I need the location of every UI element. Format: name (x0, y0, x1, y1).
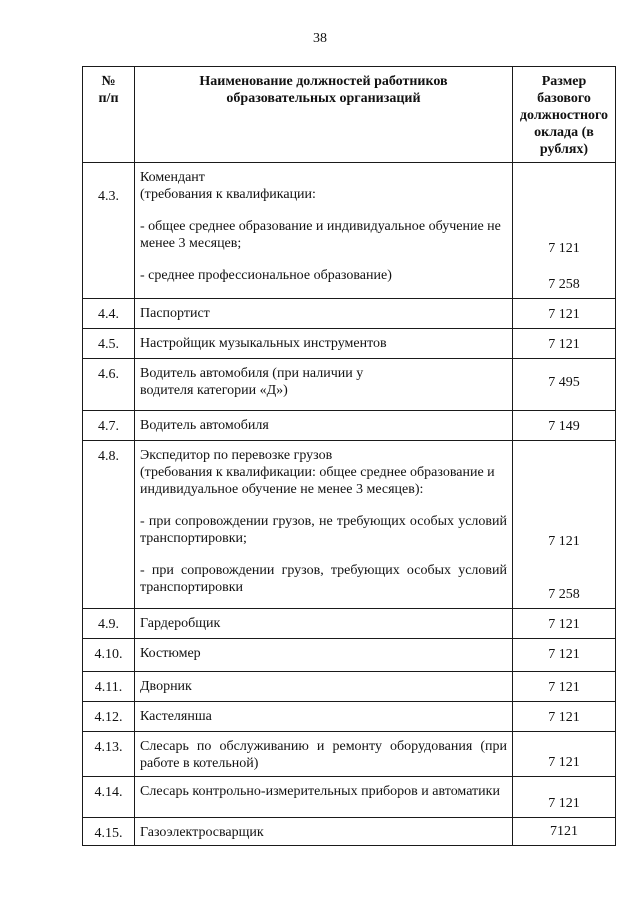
row-name: Дворник (135, 672, 513, 702)
row-num: 4.5. (83, 329, 135, 359)
table-row (83, 163, 616, 299)
table-row (83, 299, 616, 329)
row-subtitle: (требования к квалификации: (140, 187, 316, 202)
row-item: - при сопровождении грузов, не требующих особых условий транспортировки; (140, 514, 507, 546)
table-row (83, 777, 616, 818)
row-name: Кастелянша (135, 702, 513, 732)
table-row (83, 411, 616, 441)
row-name: Костюмер (135, 639, 513, 672)
row-name: Настройщик музыкальных инструментов (135, 329, 513, 359)
row-size: 7 149 (513, 411, 616, 441)
row-num: 4.8. (83, 441, 135, 609)
row-title: Экспедитор по перевозке грузов (140, 448, 333, 463)
header-size: Размер базового должностного оклада (в рублях) (513, 67, 616, 163)
row-name: Газоэлектросварщик (135, 818, 513, 846)
header-num: № п/п (83, 67, 135, 163)
row-name: Слесарь контрольно-измерительных приборов и автоматики (135, 777, 513, 818)
row-size (513, 163, 616, 299)
table-row (83, 359, 616, 411)
row-subtitle: (требования к квалификации: общее среднее образование и индивидуальное обучение не менее 3 месяцев): (140, 465, 495, 497)
row-num: 4.15. (83, 818, 135, 846)
row-size: 7 121 (513, 732, 616, 777)
row-title: Комендант (140, 170, 205, 185)
row-num: 4.14. (83, 777, 135, 818)
row-size: 7 121 (513, 777, 616, 818)
row-num: 4.4. (83, 299, 135, 329)
row-num: 4.7. (83, 411, 135, 441)
header-name: Наименование должностей работников образовательных организаций (135, 67, 513, 163)
table-row (83, 441, 616, 609)
row-size-value: 7 121 (548, 241, 580, 256)
row-num: 4.11. (83, 672, 135, 702)
row-size: 7 121 (513, 329, 616, 359)
row-item: - среднее профессиональное образование) (140, 268, 392, 283)
row-size: 7 121 (513, 639, 616, 672)
row-size: 7 121 (513, 609, 616, 639)
row-size-value: 7 258 (548, 277, 580, 292)
row-num: 4.9. (83, 609, 135, 639)
row-size (513, 441, 616, 609)
row-name (135, 441, 513, 609)
table-row (83, 639, 616, 672)
table-header-row (83, 67, 616, 163)
row-size: 7 121 (513, 299, 616, 329)
row-item: - общее среднее образование и индивидуальное обучение не менее 3 месяцев; (140, 219, 501, 251)
table-row (83, 818, 616, 846)
table-row (83, 702, 616, 732)
row-name: Гардеробщик (135, 609, 513, 639)
row-num: 4.10. (83, 639, 135, 672)
row-size: 7 121 (513, 672, 616, 702)
row-num: 4.12. (83, 702, 135, 732)
row-name: Паспортист (135, 299, 513, 329)
row-num: 4.6. (83, 359, 135, 411)
table-row (83, 329, 616, 359)
row-size: 7121 (513, 818, 616, 846)
positions-table (82, 66, 616, 846)
row-size-value: 7 121 (548, 534, 580, 549)
page-number: 38 (313, 31, 327, 46)
table-row (83, 732, 616, 777)
row-name: Водитель автомобиля (при наличии у водителя категории «Д») (135, 359, 513, 411)
row-name: Водитель автомобиля (135, 411, 513, 441)
table-row (83, 609, 616, 639)
row-num: 4.3. (83, 163, 135, 299)
row-name: Слесарь по обслуживанию и ремонту оборудования (при работе в котельной) (135, 732, 513, 777)
row-name (135, 163, 513, 299)
row-size: 7 121 (513, 702, 616, 732)
table-row (83, 672, 616, 702)
row-size: 7 495 (513, 359, 616, 411)
row-num: 4.13. (83, 732, 135, 777)
row-size-value: 7 258 (548, 587, 580, 602)
row-item: - при сопровождении грузов, требующих особых условий транспортировки (140, 563, 507, 595)
